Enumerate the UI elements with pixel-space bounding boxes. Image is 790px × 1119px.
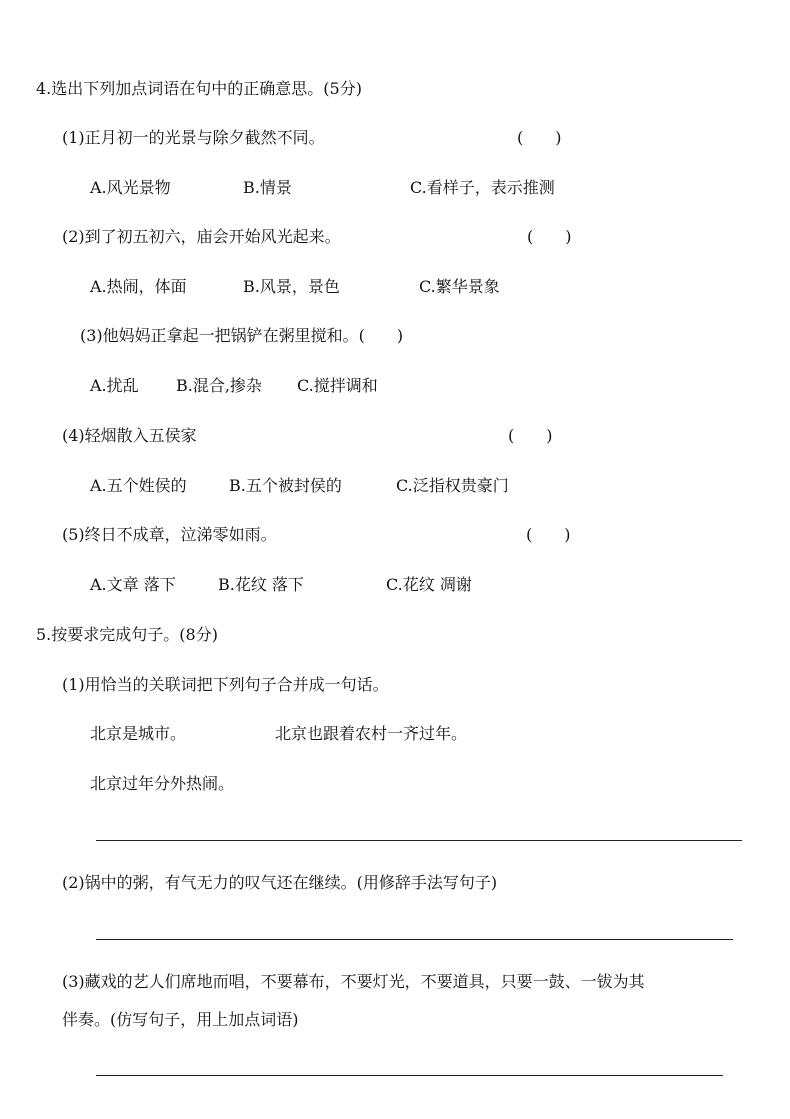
q4-item4-stem: (4)轻烟散入五侯家 <box>62 426 197 445</box>
q4-item1-option-a: A.风光景物 <box>90 178 171 197</box>
q5-part2-answer-line[interactable] <box>96 939 733 940</box>
q5-part1-sentence-c: 北京过年分外热闹。 <box>90 774 235 793</box>
q4-item4-option-c: C.泛指权贵豪门 <box>396 476 509 495</box>
q4-item1-answer-paren[interactable]: ( ) <box>517 128 562 147</box>
q5-part2-stem: (2)锅中的粥，有气无力的叹气还在继续。(用修辞手法写句子) <box>62 873 498 892</box>
q4-item2-option-a: A.热闹，体面 <box>90 277 187 296</box>
q5-part1-sentence-b: 北京也跟着农村一齐过年。 <box>275 724 468 743</box>
q4-item1-option-b: B.情景 <box>243 178 292 197</box>
q4-item3-option-a: A.扰乱 <box>90 376 139 395</box>
q4-item4-option-b: B.五个被封侯的 <box>229 476 342 495</box>
q4-item5-option-a: A.文章 落下 <box>90 575 176 594</box>
q4-item2-answer-paren[interactable]: ( ) <box>527 227 572 246</box>
q4-item1-option-c: C.看样子，表示推测 <box>410 178 555 197</box>
q4-item2-option-c: C.繁华景象 <box>419 277 500 296</box>
q4-title: 4.选出下列加点词语在句中的正确意思。(5分) <box>36 79 362 98</box>
q4-item4-answer-paren[interactable]: ( ) <box>508 426 553 445</box>
q4-item5-stem: (5)终日不成章，泣涕零如雨。 <box>62 525 277 544</box>
q4-item5-answer-paren[interactable]: ( ) <box>526 525 571 544</box>
q4-item2-stem: (2)到了初五初六，庙会开始风光起来。 <box>62 227 341 246</box>
q4-item5-option-c: C.花纹 凋谢 <box>386 575 472 594</box>
q5-part3-stem-line1: (3)藏戏的艺人们席地而唱，不要幕布，不要灯光，不要道具，只要一鼓、一钹为其 <box>62 972 645 991</box>
q4-item2-option-b: B.风景，景色 <box>243 277 340 296</box>
q4-item3-stem: (3)他妈妈正拿起一把锅铲在粥里搅和。( ) <box>80 326 404 345</box>
q5-part3-stem-line2: 伴奏。(仿写句子，用上加点词语) <box>62 1010 299 1029</box>
q4-item5-option-b: B.花纹 落下 <box>218 575 304 594</box>
q5-part1-sentence-a: 北京是城市。 <box>90 724 187 743</box>
q4-item4-option-a: A.五个姓侯的 <box>90 476 187 495</box>
q5-part3-answer-line[interactable] <box>96 1075 723 1076</box>
q5-part1-stem: (1)用恰当的关联词把下列句子合并成一句话。 <box>62 675 389 694</box>
q5-part1-answer-line[interactable] <box>96 840 742 841</box>
q4-item3-option-c: C.搅拌调和 <box>297 376 378 395</box>
q4-item3-option-b: B.混合,掺杂 <box>176 376 262 395</box>
q5-title: 5.按要求完成句子。(8分) <box>36 625 218 644</box>
q4-item1-stem: (1)正月初一的光景与除夕截然不同。 <box>62 128 325 147</box>
